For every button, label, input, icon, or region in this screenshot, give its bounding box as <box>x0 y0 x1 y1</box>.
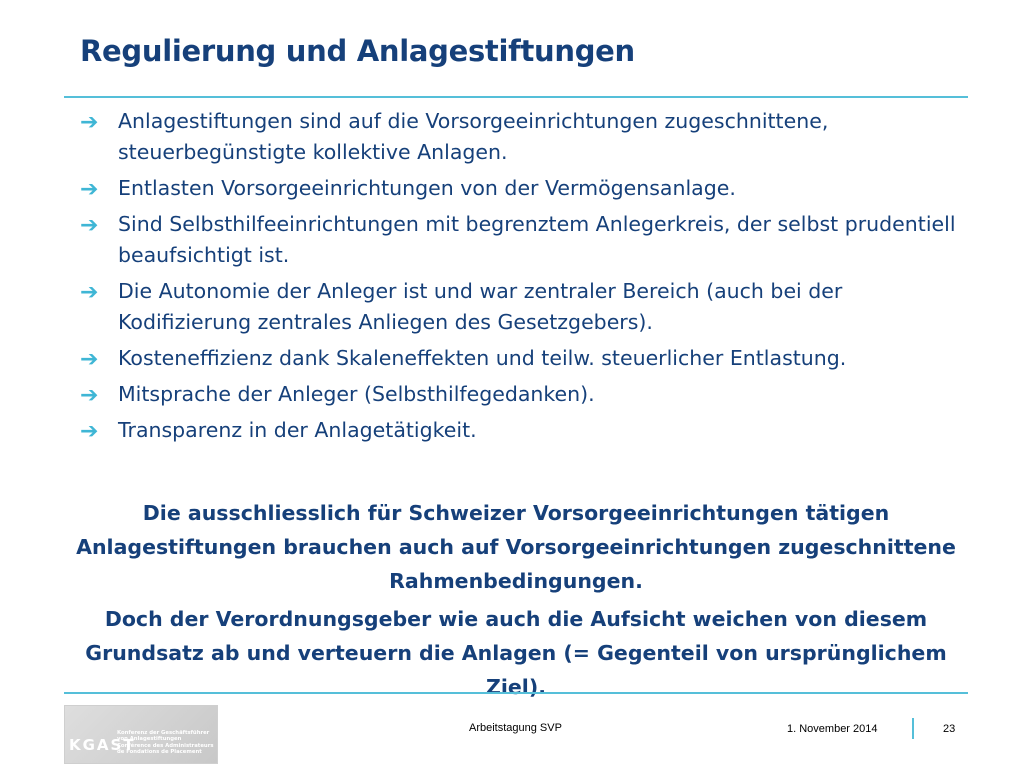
bullet-item <box>80 343 960 374</box>
bullet-text: Anlagestiftungen sind auf die Vorsorgeeinrichtungen zugeschnittene, steuerbegünstigte kollektive Anlagen. <box>118 109 829 164</box>
bullet-item <box>80 173 960 204</box>
footer-event: Arbeitstagung SVP <box>469 722 562 734</box>
footer-separator <box>912 718 914 739</box>
bullet-text: Sind Selbsthilfeeinrichtungen mit begrenztem Anlegerkreis, der selbst prudentiell beaufsichtigt ist. <box>118 212 956 267</box>
logo-line: von Anlagestiftungen <box>117 736 182 743</box>
arrow-right-icon: ➔ <box>80 419 99 444</box>
logo-line: Conférence des Administrateurs <box>117 742 214 749</box>
bullet-text: Transparenz in der Anlagetätigkeit. <box>118 418 477 442</box>
bullet-text: Mitsprache der Anleger (Selbsthilfegedanken). <box>118 382 595 406</box>
emphasis-paragraph-2: Doch der Verordnungsgeber wie auch die Aufsicht weichen von diesem Grundsatz ab und verteuern die Anlagen (= Gegenteil von ursprünglichem Ziel). <box>85 607 947 699</box>
logo-line: de Fondations de Placement <box>117 748 202 755</box>
bullet-item <box>80 379 960 410</box>
slide-title: Regulierung und Anlagestiftungen <box>80 34 635 68</box>
arrow-right-icon: ➔ <box>80 213 99 238</box>
logo-mark: KGAST <box>69 736 136 754</box>
bottom-divider <box>64 692 968 694</box>
bullet-text: Die Autonomie der Anleger ist und war zentraler Bereich (auch bei der Kodifizierung zentrales Anliegen des Gesetzgebers). <box>118 279 843 334</box>
bullet-text: Entlasten Vorsorgeeinrichtungen von der Vermögensanlage. <box>118 176 736 200</box>
arrow-right-icon: ➔ <box>80 383 99 408</box>
bullet-item <box>80 209 960 271</box>
top-divider <box>64 96 968 98</box>
bullet-item <box>80 415 960 446</box>
bullet-item <box>80 276 960 338</box>
arrow-right-icon: ➔ <box>80 177 99 202</box>
emphasis-paragraph-1: Die ausschliesslich für Schweizer Vorsorgeeinrichtungen tätigen Anlagestiftungen brauchen auch auf Vorsorgeeinrichtungen zugeschnittene Rahmenbedingungen. <box>76 501 956 593</box>
logo-text <box>117 730 217 755</box>
bullet-text: Kosteneffizienz dank Skaleneffekten und teilw. steuerlicher Entlastung. <box>118 346 847 370</box>
logo-line: Konferenz der Geschäftsführer <box>117 730 210 736</box>
arrow-right-icon: ➔ <box>80 110 99 135</box>
arrow-right-icon: ➔ <box>80 280 99 305</box>
arrow-right-icon: ➔ <box>80 347 99 372</box>
page-number: 23 <box>943 723 956 735</box>
footer-date: 1. November 2014 <box>787 723 878 735</box>
bullet-list <box>80 106 960 451</box>
kgast-logo <box>64 705 218 764</box>
bullet-item <box>80 106 960 168</box>
